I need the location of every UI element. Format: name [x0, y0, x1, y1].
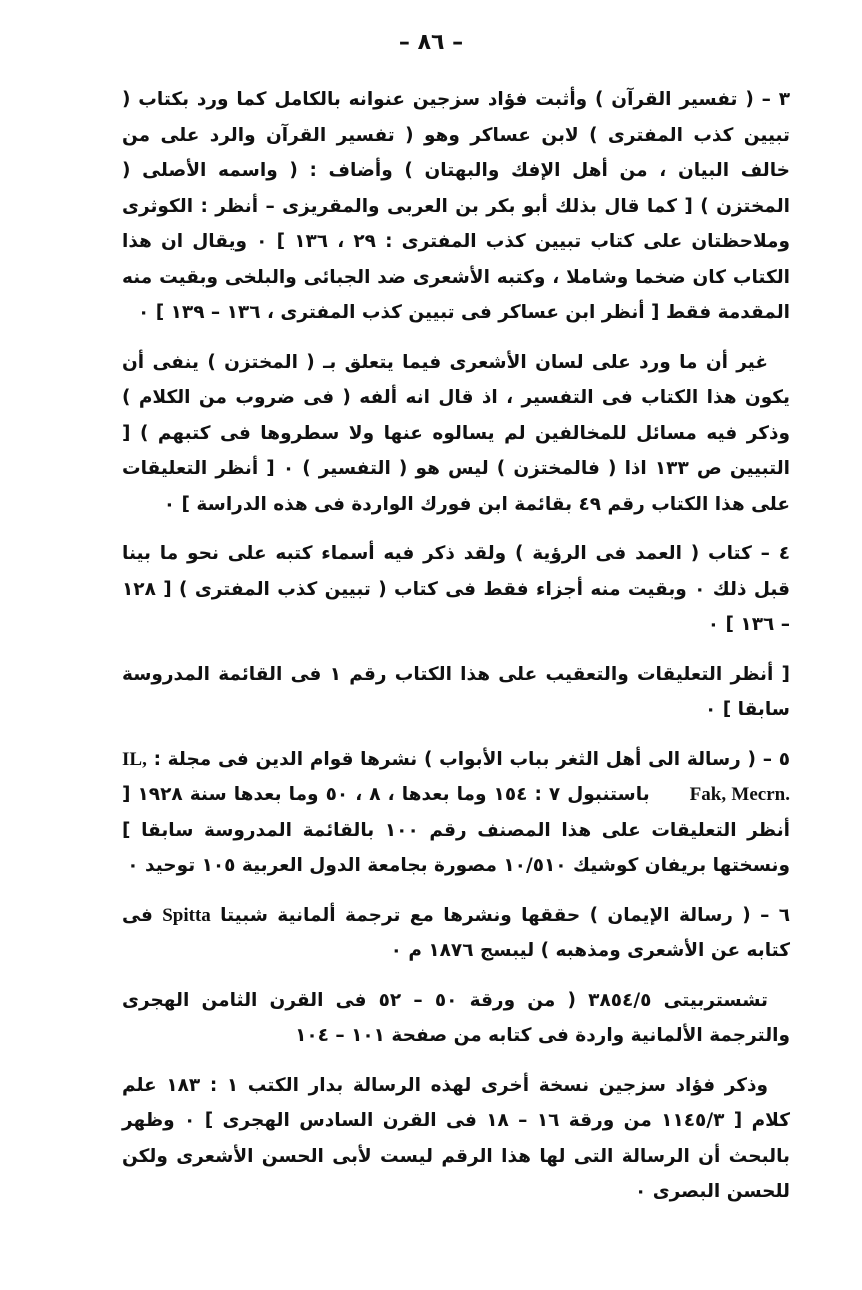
paragraph-chester-beatty: تشستربيتى ٣٨٥٤/٥ ( من ورقة ٥٠ – ٥٢ فى القرن الثامن الهجرى والترجمة الألمانية واردة فى كتابه من صفحة ١٠١ – ١٠٤ — [122, 989, 790, 1046]
paragraph-risalat-al-iman — [122, 898, 790, 969]
author-name-latin: Spitta — [162, 904, 211, 926]
risala-thaghr-text-a: ٥ – ( رسالة الى أهل الثغر بباب الأبواب ) نشرها قوام الدين فى مجلة : — [153, 748, 790, 770]
paragraph-al-umad: ٤ – كتاب ( العمد فى الرؤية ) ولقد ذكر فيه أسماء كتبه على نحو ما بينا قبل ذلك ٠ وبقيت منه أجزاء فقط فى كتاب ( تبيين كذب المفترى ) [ ١٢٨ – ١٣٦ ] ٠ — [122, 543, 791, 635]
risalat-iman-text-a: ٦ – ( رسالة الإيمان ) حققها ونشرها مع ترجمة ألمانية شبيتا — [220, 904, 790, 926]
journal-name-latin: IL, Fak, Mecrn. — [122, 748, 790, 805]
paragraph-risala-ahl-al-thaghr — [122, 742, 790, 884]
page-number: – ٨٦ – — [398, 30, 464, 55]
paragraph-al-umad-reference: [ أنظر التعليقات والتعقيب على هذا الكتاب رقم ١ فى القائمة المدروسة سابقا ] ٠ — [122, 663, 790, 720]
paragraph-al-mukhtazan: غير أن ما ورد على لسان الأشعرى فيما يتعلق بـ ( المختزن ) ينفى أن يكون هذا الكتاب فى التفسير ، اذ قال انه ألفه ( فى ضروب من الكلام ) وذكر فيه مسائل للمخالفين لم يسالوه عنها ولا سطروها فى كتبهم ) [ التبيين ص ١٣٣ اذا ( فالمختزن ) ليس هو ( التفسير ) ٠ [ أنظر التعليقات على هذا الكتاب رقم ٤٩ بقائمة ابن فورك الواردة فى هذه الدراسة ] ٠ — [122, 351, 790, 515]
paragraph-tafsir-al-quran: ٣ – ( تفسير القرآن ) وأثبت فؤاد سزجين عنوانه بالكامل كما ورد بكتاب ( تبيين كذب المفترى ) لابن عساكر وهو ( تفسير القرآن والرد على من خالف البيان ، من أهل الإفك والبهتان ) وأضاف : ( واسمه الأصلى ( المختزن ) [ كما قال بذلك أبو بكر بن العربى والمقريزى – أنظر : الكوثرى وملاحظتان على كتاب تبيين كذب المفترى : ٢٩ ، ١٣٦ ] ٠ ويقال ان هذا الكتاب كان ضخما وشاملا ، وكتبه الأشعرى ضد الجبائى والبلخى وبقيت منه المقدمة فقط [ أنظر ابن عساكر فى تبيين كذب المفترى ، ١٣٦ – ١٣٩ ] ٠ — [122, 89, 790, 323]
risala-thaghr-text-b: باستنبول ٧ : ١٥٤ وما بعدها ، ٨ ، ٥٠ وما بعدها سنة ١٩٢٨ [ أنظر التعليقات على هذا المصنف رقم ١٠٠ بالقائمة المدروسة سابقا ] ونسختها بريفان كوشيك ١٠/٥١٠ مصورة بجامعة الدول العربية ١٠٥ توحيد ٠ — [122, 784, 790, 876]
page-content — [122, 82, 790, 1224]
paragraph-dar-al-kutub-copy: وذكر فؤاد سزجين نسخة أخرى لهذه الرسالة بدار الكتب ١ : ١٨٣ علم كلام [ ١١٤٥/٣ من ورقة ١٦ – ١٨ فى القرن السادس الهجرى ] ٠ وظهر بالبحث أن الرسالة التى لها هذا الرقم ليست لأبى الحسن الأشعرى ولكن للحسن البصرى ٠ — [122, 1074, 790, 1202]
risalat-iman-text-b: فى كتابه عن الأشعرى ومذهبه ) ليبسج ١٨٧٦ م ٠ — [122, 904, 790, 961]
